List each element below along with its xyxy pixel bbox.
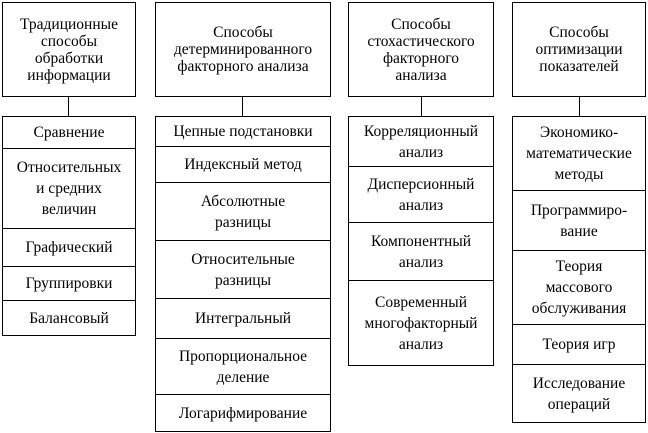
item-absolute-differences: Абсолютные разницы bbox=[156, 183, 330, 241]
item-logarithm: Логарифмирование bbox=[178, 404, 308, 422]
list-optimization-methods bbox=[512, 116, 646, 423]
item-game-theory: Теория игр bbox=[513, 325, 645, 365]
list-traditional-methods bbox=[2, 116, 136, 336]
item-chain-substitution: Цепные подстановки bbox=[156, 117, 330, 147]
item-integral: Интегральный bbox=[156, 299, 330, 339]
connector-line bbox=[421, 97, 422, 116]
connector-line bbox=[242, 97, 243, 116]
connector-line bbox=[579, 97, 580, 116]
item-graphic: Графический bbox=[3, 229, 135, 267]
item-operations-research: Исследование операций bbox=[532, 374, 626, 413]
item-programming: Программиро- вание bbox=[513, 191, 645, 251]
item-component: Компонентный анализ bbox=[349, 223, 493, 281]
item-relative-average: Относительных и средних величин bbox=[3, 149, 135, 229]
list-deterministic-analysis bbox=[155, 116, 331, 432]
item-relative-differences: Относительные разницы bbox=[156, 241, 330, 299]
item-groupings: Группировки bbox=[3, 267, 135, 301]
item-balance: Балансовый bbox=[29, 309, 109, 327]
item-queueing-theory: Теория массового обслуживания bbox=[513, 251, 645, 325]
item-dispersion: Дисперсионный анализ bbox=[349, 167, 493, 223]
item-proportional-division: Пропорциональное деление bbox=[156, 339, 330, 395]
connector-line bbox=[68, 97, 69, 116]
item-comparison: Сравнение bbox=[3, 117, 135, 149]
item-correlation: Корреляционный анализ bbox=[349, 117, 493, 167]
header-optimization-methods: Способы оптимизации показателей bbox=[512, 2, 646, 97]
header-stochastic-analysis: Способы стохастического факторного анализа bbox=[348, 2, 494, 97]
item-index-method: Индексный метод bbox=[156, 147, 330, 183]
item-economic-math: Экономико- математические методы bbox=[513, 117, 645, 191]
list-stochastic-analysis bbox=[348, 116, 494, 366]
item-multifactor: Современный многофакторный анализ bbox=[364, 293, 478, 353]
header-traditional-methods: Традиционные способы обработки информации bbox=[2, 2, 136, 97]
header-deterministic-analysis: Способы детерминированного факторного анализа bbox=[155, 2, 331, 97]
